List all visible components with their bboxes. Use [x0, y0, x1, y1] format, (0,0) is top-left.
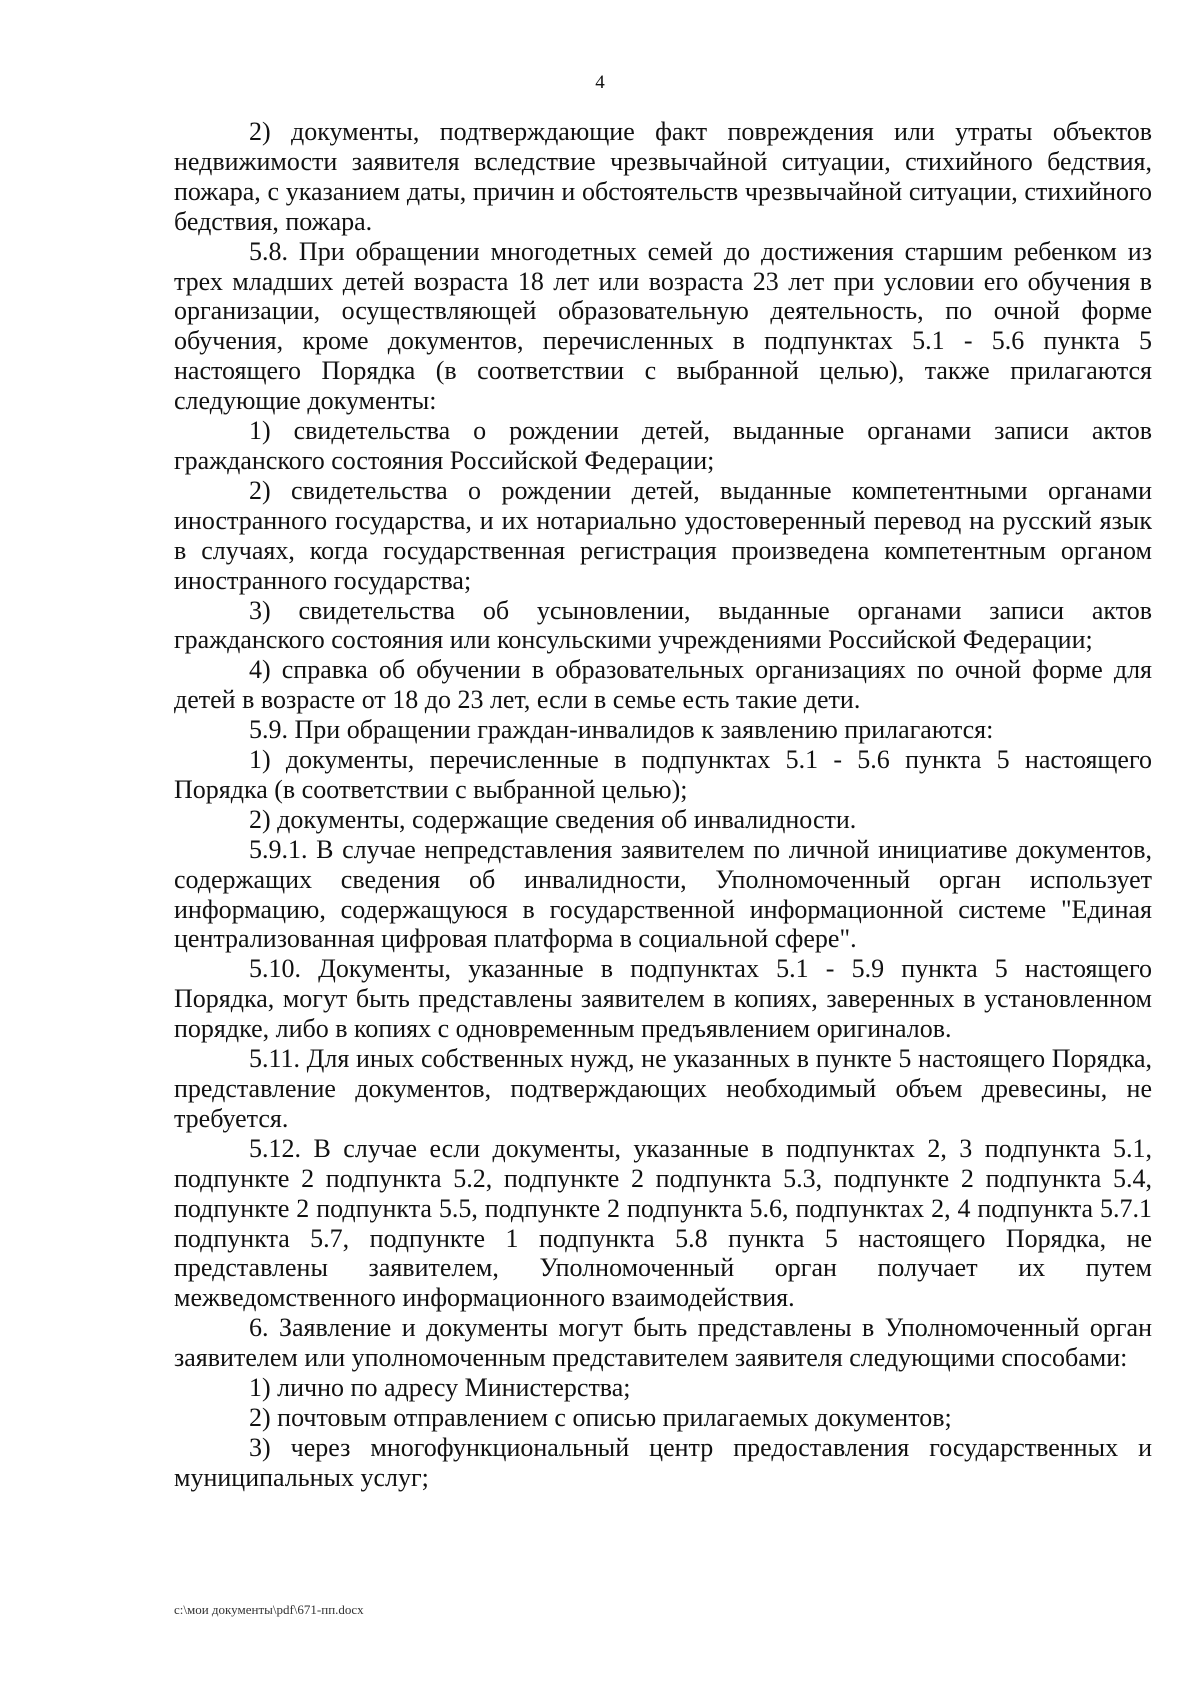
footer-file-path: c:\мои документы\pdf\671-пп.docx [174, 1602, 364, 1617]
paragraph: 5.10. Документы, указанные в подпунктах 5.1 - 5.9 пункта 5 настоящего Порядка, могут быть представлены заявителем в копиях, заверенных в установленном порядке, либо в копиях с одновременным предъявлением оригиналов. [174, 954, 1152, 1044]
paragraph: 5.9. При обращении граждан-инвалидов к заявлению прилагаются: [249, 715, 994, 745]
paragraph: 2) документы, содержащие сведения об инвалидности. [249, 804, 857, 834]
document-body [174, 117, 1152, 1493]
paragraph: 3) свидетельства об усыновлении, выданные органами записи актов гражданского состояния или консульскими учреждениями Российской Федерации; [174, 595, 1152, 655]
paragraph: 2) документы, подтверждающие факт повреждения или утраты объектов недвижимости заявителя вследствие чрезвычайной ситуации, стихийного бедствия, пожара, с указанием даты, причин и обстоятельств чрезвычайной ситуации, стихийного бедствия, пожара. [174, 117, 1152, 236]
paragraph: 2) почтовым отправлением с описью прилагаемых документов; [249, 1402, 952, 1432]
paragraph: 5.11. Для иных собственных нужд, не указанных в пункте 5 настоящего Порядка, представление документов, подтверждающих необходимый объем древесины, не требуется. [174, 1044, 1152, 1133]
page-number: 4 [595, 72, 605, 93]
paragraph: 1) документы, перечисленные в подпунктах 5.1 - 5.6 пункта 5 настоящего Порядка (в соответствии с выбранной целью); [174, 745, 1152, 804]
paragraph: 5.8. При обращении многодетных семей до достижения старшим ребенком из трех младших детей возраста 18 лет или возраста 23 лет при условии его обучения в организации, осуществляющей образовательную деятельность, по очной форме обучения, кроме документов, перечисленных в подпунктах 5.1 - 5.6 пункта 5 настоящего Порядка (в соответствии с выбранной целью), также прилагаются следующие документы: [174, 236, 1152, 416]
paragraph: 1) свидетельства о рождении детей, выданные органами записи актов гражданского состояния Российской Федерации; [174, 416, 1152, 475]
paragraph: 5.12. В случае если документы, указанные в подпунктах 2, 3 подпункта 5.1, подпункте 2 подпункта 5.2, подпункте 2 подпункта 5.3, подпункте 2 подпункта 5.4, подпункте 2 подпункта 5.5, подпункте 2 подпункта 5.6, подпунктах 2, 4 подпункта 5.7.1 подпункта 5.7, подпункте 1 подпункта 5.8 пункта 5 настоящего Порядка, не представлены заявителем, Уполномоченный орган получает их путем межведомственного информационного взаимодействия. [174, 1133, 1152, 1313]
paragraph: 2) свидетельства о рождении детей, выданные компетентными органами иностранного государства, и их нотариально удостоверенный перевод на русский язык в случаях, когда государственная регистрация произведена компетентным органом иностранного государства; [174, 475, 1152, 595]
paragraph: 3) через многофункциональный центр предоставления государственных и муниципальных услуг; [174, 1432, 1152, 1492]
paragraph: 5.9.1. В случае непредставления заявителем по личной инициативе документов, содержащих сведения об инвалидности, Уполномоченный орган использует информацию, содержащуюся в государственной информационной системе "Единая централизованная цифровая платформа в социальной сфере". [174, 834, 1152, 954]
paragraph: 4) справка об обучении в образовательных организациях по очной форме для детей в возрасте от 18 до 23 лет, если в семье есть такие дети. [174, 655, 1152, 715]
paragraph: 1) лично по адресу Министерства; [249, 1373, 631, 1403]
paragraph: 6. Заявление и документы могут быть представлены в Уполномоченный орган заявителем или уполномоченным представителем заявителя следующими способами: [174, 1313, 1152, 1373]
